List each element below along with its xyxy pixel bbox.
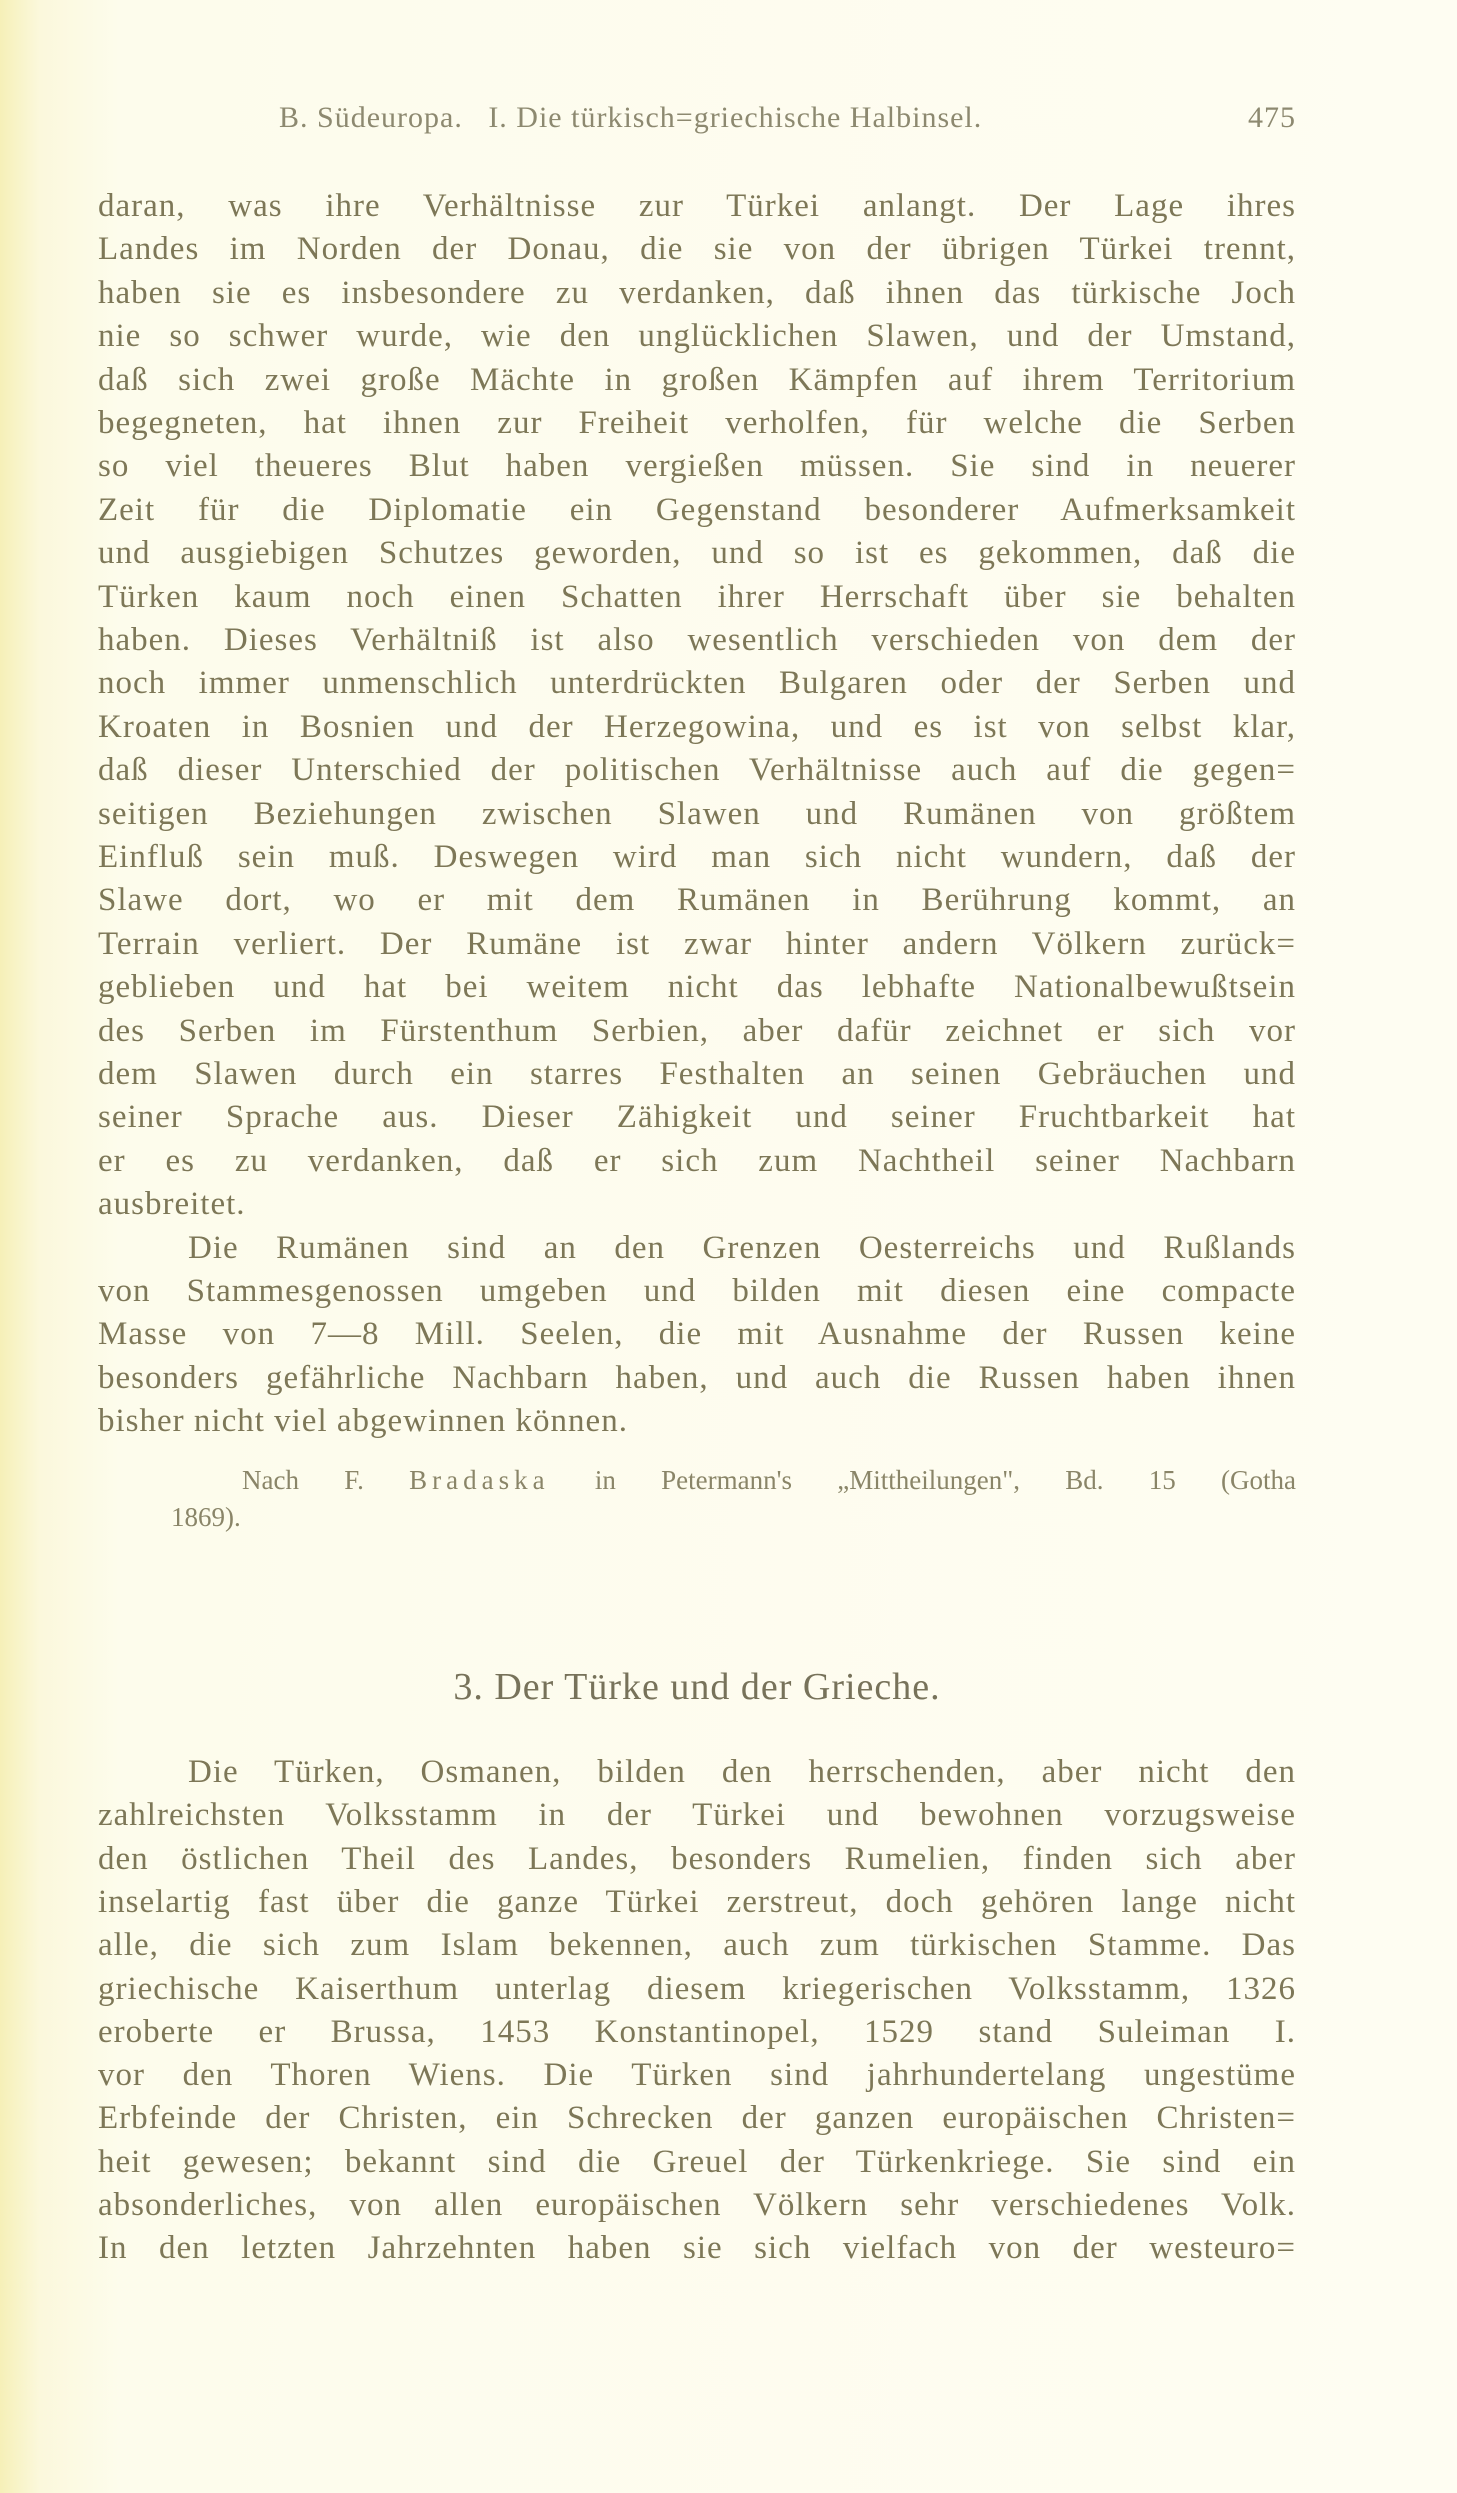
citation-line-2: 1869).: [171, 1502, 241, 1532]
text-line: und ausgiebigen Schutzes geworden, und so ist es gekommen, daß die: [98, 535, 1296, 572]
running-head: [279, 96, 1296, 140]
text-line: so viel theueres Blut haben vergießen müssen. Sie sind in neuerer: [98, 448, 1296, 485]
text-line: er es zu verdanken, daß er sich zum Nachtheil seiner Nachbarn: [98, 1142, 1296, 1179]
running-head-title: B. Südeuropa. I. Die türkisch=griechische Halbinsel.: [279, 101, 983, 134]
text-line: Kroaten in Bosnien und der Herzegowina, und es ist von selbst klar,: [98, 708, 1296, 745]
citation-source: in Petermann's „Mittheilungen", Bd. 15 (Gotha: [594, 1465, 1297, 1495]
text-line: zahlreichsten Volksstamm in der Türkei und bewohnen vorzugsweise: [98, 1797, 1296, 1834]
text-line: daß dieser Unterschied der politischen Verhältnisse auch auf die gegen=: [98, 752, 1296, 789]
text-line: vor den Thoren Wiens. Die Türken sind jahrhundertelang ungestüme: [98, 2057, 1296, 2094]
text-line: daß sich zwei große Mächte in großen Kämpfen auf ihrem Territorium: [98, 361, 1296, 398]
text-line: Türken kaum noch einen Schatten ihrer Herrschaft über sie behalten: [98, 578, 1296, 615]
text-line: geblieben und hat bei weitem nicht das lebhafte Nationalbewußtsein: [98, 969, 1296, 1006]
text-line: Masse von 7—8 Mill. Seelen, die mit Ausnahme der Russen keine: [98, 1316, 1296, 1353]
text-line: Slawe dort, wo er mit dem Rumänen in Berührung kommt, an: [98, 882, 1296, 919]
text-line: alle, die sich zum Islam bekennen, auch zum türkischen Stamme. Das: [98, 1927, 1296, 1964]
text-line: griechische Kaiserthum unterlag diesem kriegerischen Volksstamm, 1326: [98, 1970, 1296, 2007]
text-line: absonderliches, von allen europäischen Völkern sehr verschiedenes Volk.: [98, 2187, 1296, 2223]
citation-prefix: Nach F.: [242, 1465, 364, 1495]
text-line: haben. Dieses Verhältniß ist also wesentlich verschieden von dem der: [98, 622, 1296, 658]
page-number: 475: [1248, 101, 1296, 134]
text-line: inselartig fast über die ganze Türkei zerstreut, doch gehören lange nicht: [98, 1883, 1296, 1920]
text-line: noch immer unmenschlich unterdrückten Bulgaren oder der Serben und: [98, 665, 1296, 702]
citation-author: Bradaska: [409, 1465, 550, 1495]
text-line: seitigen Beziehungen zwischen Slawen und Rumänen von größtem: [98, 795, 1296, 832]
text-line: daran, was ihre Verhältnisse zur Türkei anlangt. Der Lage ihres: [98, 188, 1296, 224]
text-line: seiner Sprache aus. Dieser Zähigkeit und seiner Fruchtbarkeit hat: [98, 1099, 1296, 1136]
text-line: Terrain verliert. Der Rumäne ist zwar hinter andern Völkern zurück=: [98, 925, 1296, 962]
text-line: ausbreitet.: [98, 1186, 246, 1223]
text-line: des Serben im Fürstenthum Serbien, aber dafür zeichnet er sich vor: [98, 1012, 1296, 1049]
text-line: Die Rumänen sind an den Grenzen Oesterreichs und Rußlands: [188, 1229, 1296, 1266]
text-line: heit gewesen; bekannt sind die Greuel der Türkenkriege. Sie sind ein: [98, 2143, 1296, 2180]
text-line: dem Slawen durch ein starres Festhalten an seinen Gebräuchen und: [98, 1056, 1296, 1092]
text-line: besonders gefährliche Nachbarn haben, und auch die Russen haben ihnen: [98, 1359, 1296, 1396]
text-line: In den letzten Jahrzehnten haben sie sich vielfach von der westeuro=: [98, 2230, 1296, 2267]
text-line: von Stammesgenossen umgeben und bilden mit diesen eine compacte: [98, 1273, 1296, 1309]
text-line: nie so schwer wurde, wie den unglücklichen Slawen, und der Umstand,: [98, 318, 1296, 355]
text-line: eroberte er Brussa, 1453 Konstantinopel, 1529 stand Suleiman I.: [98, 2013, 1296, 2050]
text-line: Einfluß sein muß. Deswegen wird man sich nicht wundern, daß der: [98, 839, 1296, 875]
text-line: Landes im Norden der Donau, die sie von der übrigen Türkei trennt,: [98, 231, 1296, 268]
citation-line-1: [242, 1461, 1296, 1499]
text-line: den östlichen Theil des Landes, besonders Rumelien, finden sich aber: [98, 1840, 1296, 1877]
text-line: Erbfeinde der Christen, ein Schrecken der ganzen europäischen Christen=: [98, 2100, 1296, 2137]
text-line: Zeit für die Diplomatie ein Gegenstand besonderer Aufmerksamkeit: [98, 491, 1296, 528]
text-line: Die Türken, Osmanen, bilden den herrschenden, aber nicht den: [188, 1754, 1296, 1790]
text-line: begegneten, hat ihnen zur Freiheit verholfen, für welche die Serben: [98, 405, 1296, 441]
text-line: bisher nicht viel abgewinnen können.: [98, 1403, 628, 1440]
text-line: haben sie es insbesondere zu verdanken, daß ihnen das türkische Joch: [98, 274, 1296, 311]
section-heading: 3. Der Türke und der Grieche.: [453, 1666, 941, 1708]
